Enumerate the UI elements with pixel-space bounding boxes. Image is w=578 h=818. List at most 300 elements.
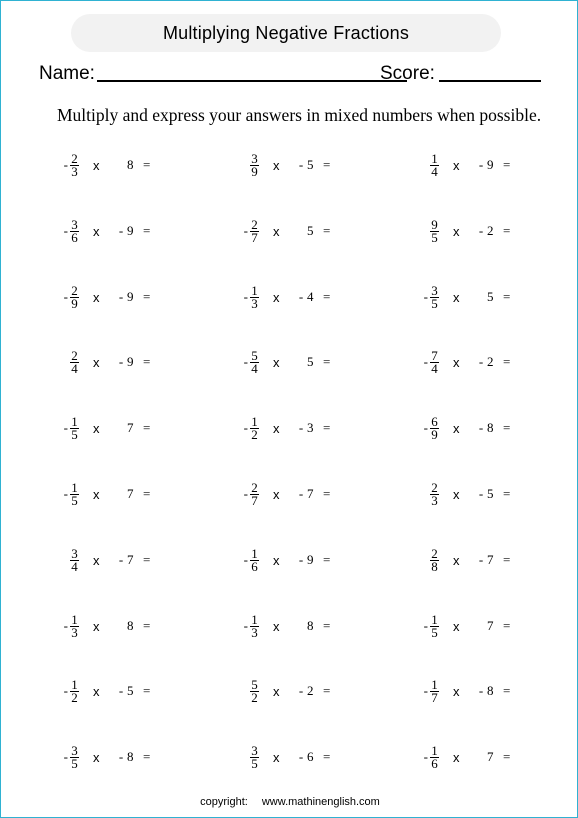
fraction	[430, 413, 439, 442]
multiplier	[463, 354, 503, 370]
multiplier	[103, 552, 143, 568]
problem-2-1	[59, 214, 155, 248]
equals-sign: =	[503, 683, 511, 698]
denominator: 4	[71, 360, 78, 376]
fraction	[70, 611, 79, 640]
fraction	[250, 545, 259, 574]
problem-8-1	[59, 609, 155, 643]
multiplier-value: 5	[307, 157, 314, 172]
multiplier	[103, 683, 143, 699]
denominator: 5	[431, 624, 438, 640]
problem-4-1	[59, 345, 155, 379]
multiplier-sign: -	[298, 749, 304, 764]
fraction-sign: -	[423, 618, 428, 633]
multiplier-sign: -	[118, 354, 124, 369]
numerator: 6	[431, 413, 438, 429]
problem-4-3	[419, 345, 515, 379]
equals-sign: =	[143, 157, 151, 172]
multiply-symbol: x	[93, 289, 100, 305]
fraction-sign: -	[243, 618, 248, 633]
multiplier-value: 7	[307, 486, 314, 501]
fraction-sign: -	[243, 289, 248, 304]
fraction	[430, 545, 439, 574]
multiplier-value: 7	[487, 749, 494, 764]
numerator: 3	[431, 282, 438, 298]
multiplier-sign	[477, 749, 485, 765]
multiplier-value: 8	[487, 420, 494, 435]
multiplier	[283, 223, 323, 239]
fraction	[430, 216, 439, 245]
multiply-symbol: x	[453, 289, 460, 305]
denominator: 4	[431, 163, 438, 179]
numerator: 5	[251, 347, 258, 363]
multiplier-value: 8	[127, 749, 134, 764]
problem-3-2	[239, 280, 335, 314]
multiplier-sign: -	[118, 223, 124, 238]
problem-1-1	[59, 148, 155, 182]
denominator: 5	[71, 492, 78, 508]
fraction	[70, 413, 79, 442]
multiplier	[103, 420, 143, 436]
multiply-symbol: x	[453, 683, 460, 699]
multiply-symbol: x	[273, 157, 280, 173]
problem-8-3	[419, 609, 515, 643]
multiplier-value: 9	[127, 223, 134, 238]
problem-9-3	[419, 674, 515, 708]
equals-sign: =	[503, 223, 511, 238]
numerator: 3	[71, 742, 78, 758]
numerator: 1	[431, 150, 438, 166]
problem-6-2	[239, 477, 335, 511]
fraction-sign: -	[423, 289, 428, 304]
denominator: 9	[71, 295, 78, 311]
multiply-symbol: x	[273, 420, 280, 436]
equals-sign: =	[503, 420, 511, 435]
problem-7-3	[419, 543, 515, 577]
denominator: 5	[431, 229, 438, 245]
score-label: Score:	[380, 63, 435, 84]
equals-sign: =	[143, 354, 151, 369]
denominator: 3	[71, 624, 78, 640]
multiplier-value: 8	[127, 618, 134, 633]
problem-1-2	[239, 148, 335, 182]
numerator: 3	[251, 150, 258, 166]
equals-sign: =	[323, 552, 331, 567]
fraction	[430, 150, 439, 179]
multiply-symbol: x	[273, 683, 280, 699]
multiplier	[463, 552, 503, 568]
multiplier	[283, 552, 323, 568]
numerator: 3	[71, 216, 78, 232]
multiplier	[103, 618, 143, 634]
multiplier	[283, 749, 323, 765]
fraction-sign: -	[243, 354, 248, 369]
multiplier-sign: -	[478, 223, 484, 238]
numerator: 7	[431, 347, 438, 363]
multiplier-sign: -	[478, 486, 484, 501]
equals-sign: =	[323, 618, 331, 633]
problem-2-3	[419, 214, 515, 248]
fraction	[250, 216, 259, 245]
instructions: Multiply and express your answers in mixed numbers when possible.	[57, 105, 542, 125]
denominator: 3	[71, 163, 78, 179]
multiply-symbol: x	[453, 486, 460, 502]
equals-sign: =	[323, 157, 331, 172]
multiply-symbol: x	[273, 354, 280, 370]
equals-sign: =	[143, 420, 151, 435]
multiplier	[463, 618, 503, 634]
title-box	[71, 14, 501, 52]
fraction	[70, 742, 79, 771]
multiplier-value: 9	[127, 289, 134, 304]
multiply-symbol: x	[93, 157, 100, 173]
multiply-symbol: x	[93, 486, 100, 502]
denominator: 8	[431, 558, 438, 574]
multiplier	[463, 289, 503, 305]
fraction-sign: -	[63, 683, 68, 698]
equals-sign: =	[323, 749, 331, 764]
denominator: 7	[251, 492, 258, 508]
problem-9-2	[239, 674, 335, 708]
multiplier	[103, 749, 143, 765]
multiplier-value: 5	[487, 486, 494, 501]
fraction	[70, 676, 79, 705]
numerator: 2	[431, 479, 438, 495]
multiplier-value: 8	[127, 157, 134, 172]
multiplier	[283, 683, 323, 699]
denominator: 4	[71, 558, 78, 574]
multiplier-sign	[297, 223, 305, 239]
multiplier-value: 7	[487, 618, 494, 633]
multiplier-value: 3	[307, 420, 314, 435]
multiplier-sign	[117, 420, 125, 436]
equals-sign: =	[503, 354, 511, 369]
multiply-symbol: x	[453, 157, 460, 173]
multiplier	[103, 486, 143, 502]
multiplier-value: 2	[307, 683, 314, 698]
multiplier-value: 5	[307, 354, 314, 369]
multiplier-sign: -	[298, 420, 304, 435]
fraction-sign: -	[243, 223, 248, 238]
equals-sign: =	[503, 289, 511, 304]
multiplier	[283, 289, 323, 305]
multiply-symbol: x	[93, 223, 100, 239]
equals-sign: =	[143, 683, 151, 698]
multiplier-sign	[297, 354, 305, 370]
multiply-symbol: x	[453, 354, 460, 370]
problem-5-3	[419, 411, 515, 445]
numerator: 2	[71, 150, 78, 166]
score-field-line[interactable]	[439, 80, 541, 82]
multiplier-sign: -	[478, 683, 484, 698]
problem-3-1	[59, 280, 155, 314]
problem-7-2	[239, 543, 335, 577]
footer	[1, 796, 578, 808]
numerator: 1	[251, 413, 258, 429]
multiplier-sign: -	[478, 552, 484, 567]
equals-sign: =	[323, 289, 331, 304]
multiplier	[463, 486, 503, 502]
problem-10-2	[239, 740, 335, 774]
numerator: 1	[431, 611, 438, 627]
equals-sign: =	[323, 223, 331, 238]
multiplier-sign: -	[298, 683, 304, 698]
equals-sign: =	[143, 618, 151, 633]
fraction	[430, 676, 439, 705]
numerator: 2	[431, 545, 438, 561]
multiplier-sign	[117, 618, 125, 634]
multiplier	[283, 157, 323, 173]
multiplier-sign: -	[118, 749, 124, 764]
multiplier-value: 6	[307, 749, 314, 764]
fraction-sign: -	[63, 749, 68, 764]
multiply-symbol: x	[93, 683, 100, 699]
equals-sign: =	[143, 223, 151, 238]
numerator: 9	[431, 216, 438, 232]
multiply-symbol: x	[93, 552, 100, 568]
multiplier-value: 5	[127, 683, 134, 698]
denominator: 3	[251, 624, 258, 640]
multiplier-value: 9	[307, 552, 314, 567]
equals-sign: =	[503, 157, 511, 172]
equals-sign: =	[503, 552, 511, 567]
fraction	[250, 150, 259, 179]
problem-7-1	[59, 543, 155, 577]
fraction-sign: -	[63, 223, 68, 238]
multiply-symbol: x	[453, 223, 460, 239]
denominator: 7	[251, 229, 258, 245]
multiply-symbol: x	[273, 618, 280, 634]
multiplier-sign: -	[478, 354, 484, 369]
problem-6-3	[419, 477, 515, 511]
multiplier-sign	[477, 618, 485, 634]
multiply-symbol: x	[273, 289, 280, 305]
multiplier-sign: -	[298, 157, 304, 172]
problem-5-1	[59, 411, 155, 445]
fraction	[430, 282, 439, 311]
problem-10-1	[59, 740, 155, 774]
multiply-symbol: x	[273, 552, 280, 568]
denominator: 2	[251, 689, 258, 705]
multiplier	[283, 618, 323, 634]
numerator: 1	[71, 479, 78, 495]
numerator: 1	[71, 611, 78, 627]
multiplier-sign: -	[478, 420, 484, 435]
multiplier	[463, 749, 503, 765]
name-label: Name:	[39, 63, 95, 84]
fraction-sign: -	[63, 289, 68, 304]
denominator: 5	[71, 426, 78, 442]
site-url: www.mathinenglish.com	[261, 796, 380, 808]
multiplier	[283, 420, 323, 436]
name-score-row	[39, 61, 549, 87]
fraction-sign: -	[423, 683, 428, 698]
fraction	[70, 150, 79, 179]
fraction	[430, 611, 439, 640]
problem-2-2	[239, 214, 335, 248]
numerator: 1	[251, 545, 258, 561]
fraction	[250, 413, 259, 442]
equals-sign: =	[323, 354, 331, 369]
denominator: 9	[431, 426, 438, 442]
multiply-symbol: x	[93, 420, 100, 436]
fraction-sign: -	[63, 486, 68, 501]
fraction-sign: -	[243, 486, 248, 501]
denominator: 5	[251, 755, 258, 771]
fraction	[70, 282, 79, 311]
problem-9-1	[59, 674, 155, 708]
multiplier-value: 9	[127, 354, 134, 369]
multiplier	[463, 157, 503, 173]
numerator: 1	[431, 742, 438, 758]
numerator: 2	[251, 479, 258, 495]
multiplier	[463, 683, 503, 699]
multiply-symbol: x	[453, 618, 460, 634]
equals-sign: =	[323, 420, 331, 435]
fraction	[430, 479, 439, 508]
fraction-sign: -	[423, 354, 428, 369]
problem-8-2	[239, 609, 335, 643]
multiplier-value: 7	[127, 486, 134, 501]
numerator: 3	[71, 545, 78, 561]
multiplier-value: 5	[307, 223, 314, 238]
denominator: 6	[71, 229, 78, 245]
multiplier-sign: -	[298, 289, 304, 304]
problem-1-3	[419, 148, 515, 182]
numerator: 3	[251, 742, 258, 758]
multiplier	[103, 223, 143, 239]
copyright-label: copyright:	[200, 796, 248, 808]
multiply-symbol: x	[93, 749, 100, 765]
multiplier-sign: -	[118, 289, 124, 304]
fraction-sign: -	[243, 420, 248, 435]
fraction	[70, 545, 79, 574]
equals-sign: =	[503, 618, 511, 633]
denominator: 4	[431, 360, 438, 376]
fraction	[250, 611, 259, 640]
fraction	[70, 347, 79, 376]
fraction-sign: -	[63, 420, 68, 435]
multiply-symbol: x	[453, 552, 460, 568]
fraction-sign: -	[423, 420, 428, 435]
numerator: 1	[71, 413, 78, 429]
multiplier-sign	[117, 486, 125, 502]
multiplier-value: 2	[487, 223, 494, 238]
multiplier-value: 9	[487, 157, 494, 172]
multiply-symbol: x	[273, 749, 280, 765]
numerator: 5	[251, 676, 258, 692]
multiplier-value: 7	[127, 420, 134, 435]
multiplier	[463, 223, 503, 239]
equals-sign: =	[503, 486, 511, 501]
multiplier	[463, 420, 503, 436]
problem-4-2	[239, 345, 335, 379]
denominator: 7	[431, 689, 438, 705]
fraction	[250, 676, 259, 705]
multiplier-sign	[117, 157, 125, 173]
fraction	[250, 282, 259, 311]
multiplier-value: 4	[307, 289, 314, 304]
multiplier-sign: -	[298, 486, 304, 501]
fraction-sign: -	[63, 618, 68, 633]
denominator: 3	[431, 492, 438, 508]
multiply-symbol: x	[453, 749, 460, 765]
denominator: 5	[431, 295, 438, 311]
denominator: 2	[71, 689, 78, 705]
problem-5-2	[239, 411, 335, 445]
multiply-symbol: x	[273, 223, 280, 239]
fraction	[250, 742, 259, 771]
equals-sign: =	[143, 552, 151, 567]
name-field-line[interactable]	[97, 80, 407, 82]
multiplier	[103, 157, 143, 173]
multiplier-sign: -	[118, 552, 124, 567]
multiplier-sign	[297, 618, 305, 634]
fraction	[70, 479, 79, 508]
denominator: 4	[251, 360, 258, 376]
fraction	[70, 216, 79, 245]
denominator: 6	[431, 755, 438, 771]
fraction-sign: -	[423, 749, 428, 764]
multiplier-value: 8	[307, 618, 314, 633]
multiplier	[283, 486, 323, 502]
multiply-symbol: x	[93, 354, 100, 370]
multiplier-value: 7	[487, 552, 494, 567]
equals-sign: =	[143, 749, 151, 764]
numerator: 1	[431, 676, 438, 692]
page-title: Multiplying Negative Fractions	[162, 22, 410, 43]
multiplier	[283, 354, 323, 370]
denominator: 9	[251, 163, 258, 179]
equals-sign: =	[323, 486, 331, 501]
fraction	[430, 742, 439, 771]
numerator: 2	[251, 216, 258, 232]
multiply-symbol: x	[93, 618, 100, 634]
fraction	[430, 347, 439, 376]
multiplier-sign	[477, 289, 485, 305]
multiplier	[103, 289, 143, 305]
problem-6-1	[59, 477, 155, 511]
multiplier-value: 8	[487, 683, 494, 698]
equals-sign: =	[143, 486, 151, 501]
multiplier-value: 5	[487, 289, 494, 304]
numerator: 1	[251, 282, 258, 298]
equals-sign: =	[323, 683, 331, 698]
equals-sign: =	[503, 749, 511, 764]
fraction-sign: -	[243, 552, 248, 567]
denominator: 2	[251, 426, 258, 442]
multiplier-value: 2	[487, 354, 494, 369]
denominator: 6	[251, 558, 258, 574]
problem-10-3	[419, 740, 515, 774]
multiplier-sign: -	[118, 683, 124, 698]
multiplier-value: 7	[127, 552, 134, 567]
numerator: 1	[251, 611, 258, 627]
fraction	[250, 347, 259, 376]
fraction	[250, 479, 259, 508]
numerator: 2	[71, 282, 78, 298]
denominator: 3	[251, 295, 258, 311]
problem-3-3	[419, 280, 515, 314]
equals-sign: =	[143, 289, 151, 304]
numerator: 2	[71, 347, 78, 363]
multiplier	[103, 354, 143, 370]
numerator: 1	[71, 676, 78, 692]
multiply-symbol: x	[273, 486, 280, 502]
multiply-symbol: x	[453, 420, 460, 436]
fraction-sign: -	[63, 157, 68, 172]
multiplier-sign: -	[298, 552, 304, 567]
